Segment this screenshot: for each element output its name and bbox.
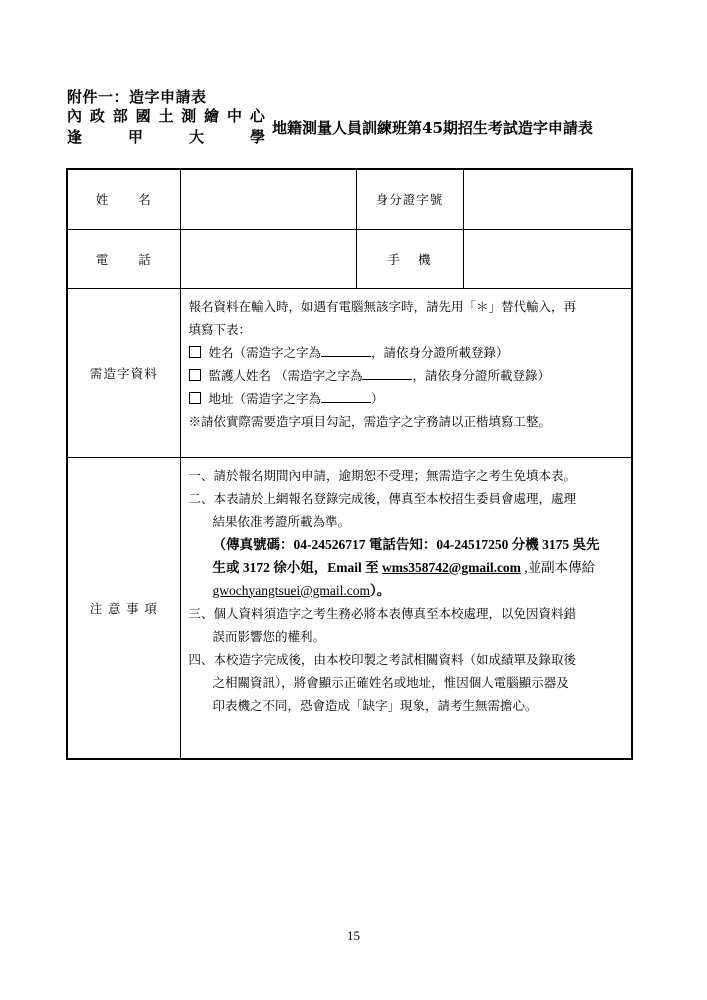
org-char: 內	[67, 107, 83, 125]
org-char: 學	[249, 128, 265, 146]
address-checkbox[interactable]	[189, 392, 201, 404]
option-name-suffix: ，請依身分證所載登錄）	[371, 344, 509, 360]
notes-label-cell	[67, 457, 180, 759]
org-char: 心	[249, 107, 265, 125]
notes-row	[67, 457, 632, 759]
contact-line-1: （傳真號碼：04-24526717 電話告知：04-24517250 分機 3175 吳先	[212, 536, 600, 552]
org-char: 國	[135, 107, 151, 125]
note-text: 個人資料須造字之考生務必將本表傳真至本校處理，以免因資料錯	[213, 605, 577, 621]
notes-label: 注意事項	[89, 600, 158, 616]
org-char: 政	[89, 107, 105, 125]
org-char: 土	[158, 107, 174, 125]
phone-mobile-row	[67, 229, 632, 288]
option-guardian-text: 監護人姓名 （需造字之字為	[208, 367, 363, 383]
mobile-label-cell	[356, 229, 463, 288]
note-4-continuation-2: 印表機之不同，恐會造成「缺字」現象，請考生無需擔心。	[212, 697, 538, 713]
organizer-line-2	[67, 127, 265, 148]
organizer-names	[67, 106, 265, 148]
name-label-cell	[67, 169, 180, 229]
contact-line-2-text: 生或 3172 徐小姐，Email 至	[212, 559, 383, 575]
special-chars-footnote: ※請依實際需要造字項目勾記，需造字之字務請以正楷填寫工整。	[188, 413, 552, 429]
id-number-field[interactable]	[463, 169, 632, 229]
phone-label-cell	[67, 229, 180, 288]
contact-line-2	[189, 556, 624, 579]
note-number: 三、	[188, 605, 214, 621]
contact-cc-text: ,並副本傳給	[520, 559, 596, 575]
org-char: 大	[188, 128, 204, 146]
name-char-blank[interactable]	[321, 344, 371, 357]
note-text: 請於報名期間內申請，逾期恕不受理；無需造字之考生免填本表。	[213, 467, 577, 483]
guardian-char-blank[interactable]	[362, 367, 412, 380]
org-char: 甲	[127, 128, 143, 146]
option-name-text: 姓名（需造字之字為	[208, 344, 322, 360]
special-chars-label: 需造字資料	[89, 365, 158, 381]
special-chars-content	[180, 288, 632, 457]
option-guardian-suffix: ，請依身分證所載登錄）	[412, 367, 550, 383]
mobile-label: 手機	[387, 251, 432, 267]
note-number: 四、	[188, 651, 214, 667]
name-field[interactable]	[180, 169, 356, 229]
note-number: 一、	[188, 467, 214, 483]
note-3-continuation: 誤而影響您的權利。	[212, 628, 326, 644]
id-number-label: 身分證字號	[356, 169, 463, 229]
note-item-1	[189, 464, 624, 487]
note-text: 本表請於上網報名登錄完成後，傳真至本校招生委員會處理，處理	[213, 490, 577, 506]
contact-line-3	[189, 579, 624, 602]
guardian-checkbox[interactable]	[189, 369, 201, 381]
address-char-blank[interactable]	[321, 390, 371, 403]
org-char: 部	[112, 107, 128, 125]
option-address-text: 地址（需造字之字為	[208, 390, 322, 406]
form-title: 地籍測量人員訓練班第45期招生考試造字申請表	[272, 119, 593, 137]
page-number: 15	[347, 928, 360, 943]
option-guardian	[189, 364, 624, 387]
org-char: 中	[227, 107, 243, 125]
option-address-suffix: ）	[371, 390, 384, 406]
note-item-3	[189, 602, 624, 625]
mobile-field[interactable]	[463, 229, 632, 288]
organizer-line-1	[67, 106, 265, 127]
special-chars-label-cell	[67, 288, 180, 457]
note-number: 二、	[188, 490, 214, 506]
intro-line-2: 填寫下表：	[188, 321, 252, 337]
org-char: 測	[181, 107, 197, 125]
notes-content	[180, 457, 632, 759]
intro-line-1: 報名資料在輸入時，如遇有電腦無該字時，請先用「＊」替代輸入，再	[188, 298, 577, 314]
phone-field[interactable]	[180, 229, 356, 288]
option-address	[189, 387, 624, 410]
special-chars-row	[67, 288, 632, 457]
name-checkbox[interactable]	[189, 346, 201, 358]
name-label: 姓名	[95, 192, 152, 208]
note-item-4	[189, 648, 624, 671]
org-char: 繪	[204, 107, 220, 125]
note-2-continuation: 結果依准考證所載為準。	[212, 513, 351, 529]
contact-email-primary[interactable]: wms358742@gmail.com	[382, 559, 521, 575]
note-text: 本校造字完成後，由本校印製之考試相關資料（如成績單及錄取後	[213, 651, 577, 667]
contact-close: ）。	[370, 582, 391, 598]
name-id-row	[67, 169, 632, 229]
option-name	[189, 341, 624, 364]
annex-title: 附件一：造字申請表	[67, 88, 207, 106]
note-item-2	[189, 487, 624, 510]
org-char: 逢	[67, 128, 83, 146]
application-form-table	[66, 168, 633, 760]
contact-email-cc[interactable]: gwochyangtsuei@gmail.com	[212, 582, 371, 598]
note-4-continuation-1: 之相關資訊），將會顯示正確姓名或地址，惟因個人電腦顯示器及	[212, 674, 569, 690]
phone-label: 電話	[95, 251, 152, 267]
